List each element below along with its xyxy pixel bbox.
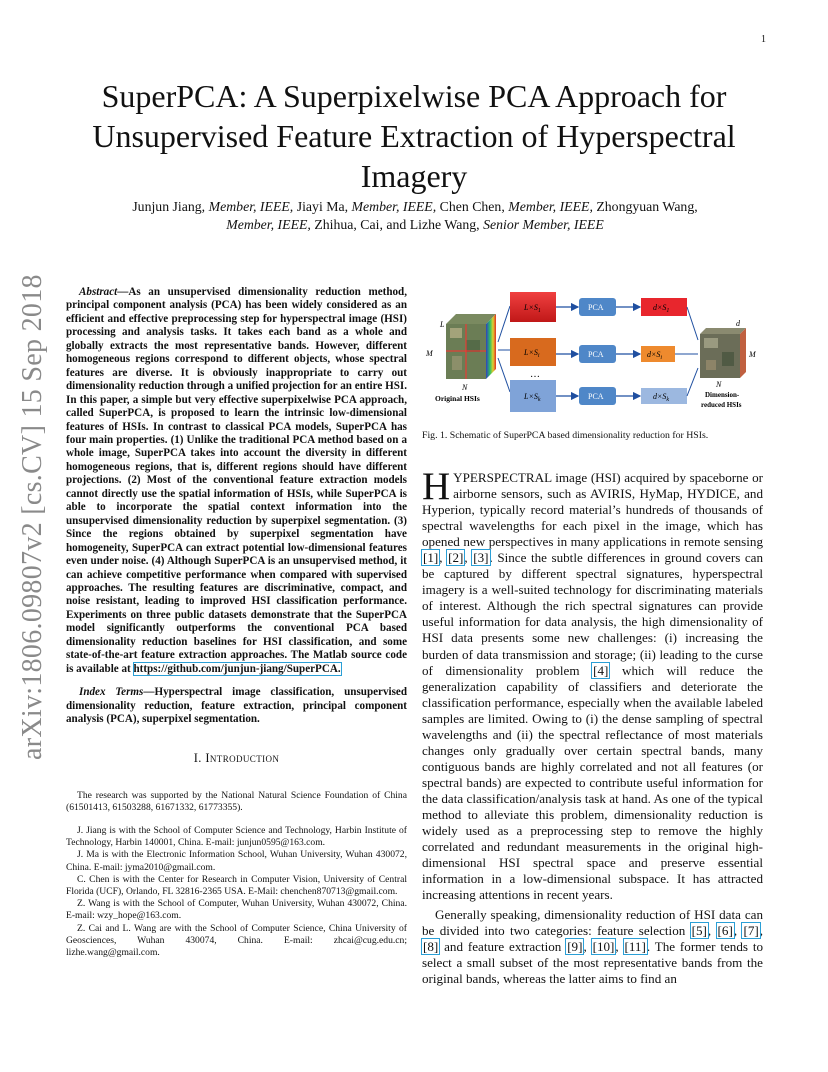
author-list — [110, 198, 720, 234]
author-name: Chen Chen, — [436, 199, 509, 214]
pca-label: PCA — [588, 350, 604, 359]
source-code-link[interactable]: https://github.com/junjun-jiang/SuperPCA. — [133, 662, 341, 675]
footnote-affiliation: C. Chen is with the Center for Research in Computer Vision, University of Central Florida (UCF), Orlando, FL 32816-2365 USA. E-Mail: chenchen870713@gmail.com. — [66, 873, 407, 897]
citation-link[interactable]: [10] — [592, 939, 615, 955]
author-role: Member, IEEE, — [208, 199, 294, 214]
citation-link[interactable]: [9] — [567, 939, 583, 955]
drop-cap: H — [422, 465, 451, 508]
author-role: Member, IEEE, — [351, 199, 437, 214]
projected-i-label: $d\times S_i$ — [647, 350, 663, 361]
citation-link[interactable]: [5] — [691, 923, 707, 939]
section-title: Introduction — [205, 750, 280, 765]
pca-label: PCA — [588, 392, 604, 401]
footnote-affiliation: J. Jiang is with the School of Computer Science and Technology, Harbin Institute of Technology, Harbin 140001, China. E-mail: junjun0595@163.com. — [66, 824, 407, 849]
intro-paragraph-1: HYPERSPECTRAL image (HSI) acquired by spaceborne or airborne sensors, such as AVIRIS, HyMap, HYDICE, and Hyperion, typically record material’s hundreds of thousands of spectral wavelengths for each pixel in the image, which has opened new perspectives in many applications in remote sensing [1], [2], [3]. Since the subtle differences in ground covers can be captured by different spectral signatures, hyperspectral imagery is a well-suited technology for discriminating materials of interest. Although the rich spectral signatures can provide useful information for data analysis, the high dimensionality of HSI data presents some new challenges: (i) increasing the burden of data transmission and storage; (ii) leading to the curse of dimensionality problem [4] which will reduce the generalization capability of classifiers and deteriorate the classification performance, especially when the available labeled samples are limited. Owing to (i) the dense sampling of spectral wavelengths and (ii) the spectral reflectance of most materials changes only gradually over certain spectral bands, many contiguous bands are highly correlated and not all features (or spectral bands) are expected to contribute useful information for the data classification/analysis task at hand. As one of the typical method to alleviate this problem, dimensionality reduction is widely used as a preprocessing step to remove the highly correlated and redundant measurements in the original high-dimensional HSI spectral space and preserve essential information in a low-dimensional subspace. It has attracted increasing attentions in recent years. — [422, 465, 764, 903]
figure-caption: Fig. 1. Schematic of SuperPCA based dimensionality reduction for HSIs. — [422, 430, 709, 441]
pca-label: PCA — [588, 303, 604, 312]
reduced-hsi-cube — [700, 328, 746, 378]
segment-k-label: $L\times S_k$ — [524, 392, 541, 403]
dim-l-label: L — [440, 320, 445, 329]
author-role: Member, IEEE, — [508, 199, 593, 214]
abstract-text: —As an unsupervised dimensionality reduction method, principal component analysis (PCA) has been widely considered as an efficient and effective preprocessing step for hyperspectral image (HSI) processing and analysis tasks. It takes each band as a whole and globally extracts the most representative bands. However, different homogeneous regions correspond to different objects, whose spectral features are diverse. It is obviously inappropriate to carry out dimensionality reduction through a unified projection for an entire HSI. In this paper, a simple but very effective superpixelwise PCA approach, called SuperPCA, is proposed to learn the intrinsic low-dimensional features of HSIs. In contrast to classical PCA models, SuperPCA has four main properties. (1) Unlike the traditional PCA method based on a whole image, SuperPCA takes into account the diversity in different homogeneous regions, that is, different regions should have different projections. (2) Most of the conventional feature extraction models cannot directly use the spatial information of HSIs, while SuperPCA is able to incorporate the spatial context information into the unsupervised dimensionality reduction by superpixel segmentation. (3) Since the regions obtained by superpixel segmentation have homogeneity, SuperPCA can extract potential low-dimensional features even under noise. (4) Although SuperPCA is an unsupervised method, it can achieve competitive performance when compared with supervised approaches. The resulting features are discriminative, compact, and noise resistant, leading to improved HSI classification performance. Experiments on three public datasets demonstrate that the SuperPCA model significantly outperforms the conventional PCA based dimensionality reduction baselines for HSI classification, and some state-of-the-art feature extraction approaches. The Matlab source code is available at — [66, 286, 407, 675]
section-heading-introduction — [66, 751, 407, 766]
citation-link[interactable]: [6] — [717, 923, 733, 939]
author-role: Senior Member, IEEE — [483, 217, 604, 232]
author-name: Jiayi Ma, — [293, 199, 352, 214]
section-numeral: I. — [193, 750, 206, 765]
original-hsi-label: Original HSIs — [435, 394, 480, 403]
schematic-diagram — [422, 284, 763, 422]
segment-i-label: $L\times S_i$ — [524, 348, 540, 359]
original-hsi-cube — [446, 314, 496, 379]
index-terms — [66, 686, 407, 726]
reduced-hsi-label-2: reduced HSIs — [701, 401, 742, 409]
footnote-affiliation: J. Ma is with the Electronic Information School, Wuhan University, Wuhan 430072, China. E-mail: jyma2010@gmail.com. — [66, 849, 407, 873]
abstract-label: Abstract — [79, 286, 118, 298]
intro-paragraph-2: Generally speaking, dimensionality reduction of HSI data can be divided into two categories: feature selection [5], [6], [7], [8] and feature extraction [9], [10], [11]. The former tends to select a small subset of the most representative bands from the original bands, whereas the latter aims to find an — [422, 907, 764, 987]
index-terms-label: Index Terms — [79, 686, 144, 699]
citation-link[interactable]: [4] — [593, 662, 609, 678]
dim-n-label: N — [462, 383, 468, 392]
author-name: Junjun Jiang, — [132, 199, 209, 214]
citation-link[interactable]: [8] — [423, 939, 439, 955]
page-number: 1 — [761, 34, 766, 45]
segment-1-label: $L\times S_1$ — [524, 303, 541, 314]
author-role: Member, IEEE, — [226, 217, 311, 232]
left-column — [66, 286, 407, 959]
footnote-affiliation: Z. Cai and L. Wang are with the School of Computer Science, China University of Geosciences, Wuhan 430074, China. E-mail: zhcai@cug.edu.cn; lizhe.wang@gmail.com. — [66, 922, 407, 958]
dim-d-label: d — [736, 319, 740, 328]
citation-link[interactable]: [1] — [423, 550, 439, 566]
ellipsis-segments: … — [530, 369, 540, 380]
reduced-hsi-label-1: Dimension- — [705, 391, 740, 399]
footnote-funding: The research was supported by the National Natural Science Foundation of China (61501413, 61503288, 61671332, 61773355). — [66, 789, 407, 813]
dim-m-label: M — [749, 350, 756, 359]
figure-schematic — [422, 284, 763, 422]
citation-link[interactable]: [3] — [473, 550, 489, 566]
projected-1-label: $d\times S_1$ — [653, 303, 670, 314]
abstract — [66, 286, 407, 676]
footnote-affiliation: Z. Wang is with the School of Computer, Wuhan University, Wuhan 430072, China. E-mail: wzy_hope@163.com. — [66, 898, 407, 922]
dim-n-label: N — [716, 380, 722, 389]
author-name: Zhongyuan Wang, — [592, 199, 698, 214]
projected-k-label: $d\times S_k$ — [653, 392, 670, 403]
citation-link[interactable]: [7] — [743, 923, 759, 939]
author-name: Zhihua, Cai, and Lizhe Wang, — [310, 217, 484, 232]
citation-link[interactable]: [2] — [448, 550, 464, 566]
arxiv-identifier: arXiv:1806.09807v2 [cs.CV] 15 Sep 2018 — [17, 274, 48, 760]
paper-title: SuperPCA: A Superpixelwise PCA Approach for Unsupervised Feature Extraction of Hyperspectral Imagery — [92, 78, 736, 194]
dim-m-label: M — [426, 349, 433, 358]
citation-link[interactable]: [11] — [624, 939, 646, 955]
right-column — [422, 284, 763, 988]
index-terms-text: —Hyperspectral image classification, unsupervised dimensionality reduction, feature extraction, principal component analysis (PCA), superpixel segmentation. — [66, 686, 407, 726]
